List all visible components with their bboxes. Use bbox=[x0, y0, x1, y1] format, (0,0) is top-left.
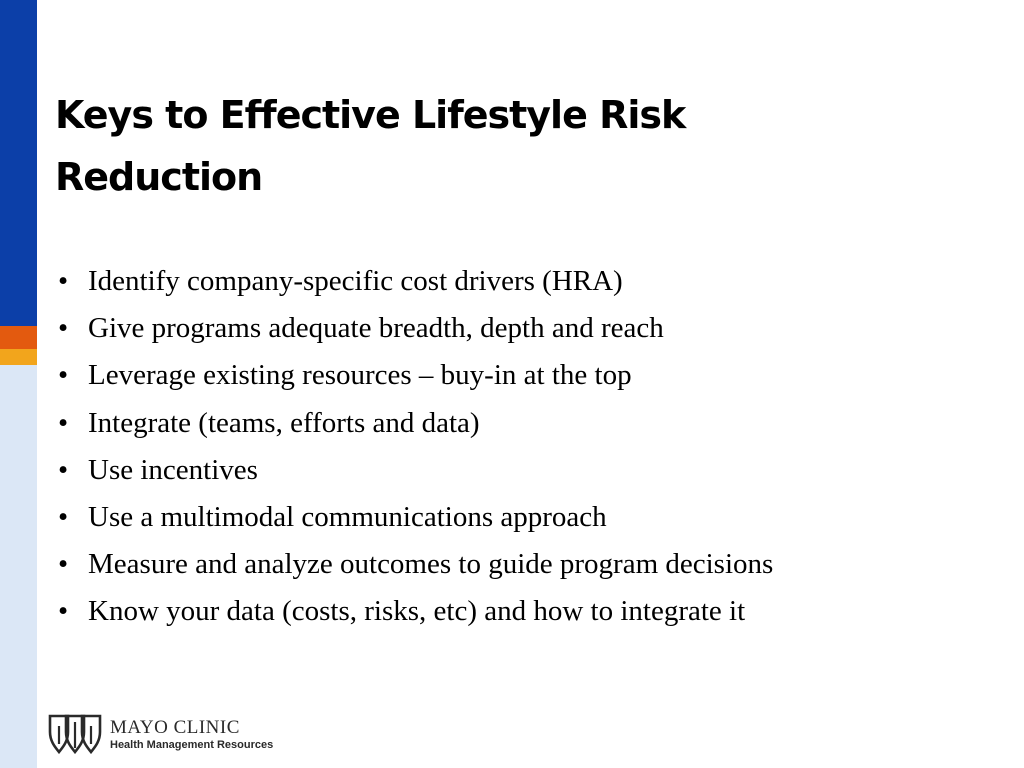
list-item bbox=[58, 588, 998, 635]
list-item bbox=[58, 305, 998, 352]
list-item bbox=[58, 494, 998, 541]
bullet-text: Identify company-specific cost drivers (HRA) bbox=[88, 265, 623, 297]
bullet-text: Leverage existing resources – buy-in at the top bbox=[88, 359, 632, 392]
logo-text bbox=[110, 718, 273, 751]
bullet-marker: • bbox=[58, 595, 69, 628]
bullet-marker: • bbox=[58, 501, 69, 534]
bullet-text: Integrate (teams, efforts and data) bbox=[88, 406, 480, 439]
bullet-list bbox=[58, 258, 998, 636]
logo-name: MAYO CLINIC bbox=[110, 716, 240, 738]
stripe-blue-segment bbox=[0, 0, 37, 326]
bullet-text: Know your data (costs, risks, etc) and how to integrate it bbox=[88, 595, 746, 628]
list-item bbox=[58, 400, 998, 447]
bullet-marker: • bbox=[58, 265, 69, 297]
bullet-marker: • bbox=[58, 406, 69, 439]
list-item bbox=[58, 447, 998, 494]
bullet-text: Use a multimodal communications approach bbox=[88, 501, 607, 534]
bullet-text: Use incentives bbox=[88, 453, 258, 486]
stripe-orange-segment bbox=[0, 326, 37, 349]
bullet-text: Give programs adequate breadth, depth and reach bbox=[88, 312, 664, 345]
bullet-text: Measure and analyze outcomes to guide program decisions bbox=[88, 548, 774, 581]
stripe-yellow-segment bbox=[0, 349, 37, 365]
bullet-marker: • bbox=[58, 453, 69, 486]
mayo-shield-icon bbox=[48, 712, 102, 756]
logo-subtitle: Health Management Resources bbox=[110, 738, 274, 751]
slide-title: Keys to Effective Lifestyle Risk Reduction bbox=[55, 93, 686, 199]
bullet-marker: • bbox=[58, 359, 69, 392]
bullet-marker: • bbox=[58, 548, 69, 581]
list-item bbox=[58, 541, 998, 588]
bullet-marker: • bbox=[58, 312, 69, 345]
left-accent-stripe bbox=[0, 0, 37, 768]
stripe-pale-segment bbox=[0, 365, 37, 768]
mayo-clinic-logo bbox=[48, 712, 273, 756]
list-item bbox=[58, 352, 998, 399]
list-item bbox=[58, 258, 998, 305]
